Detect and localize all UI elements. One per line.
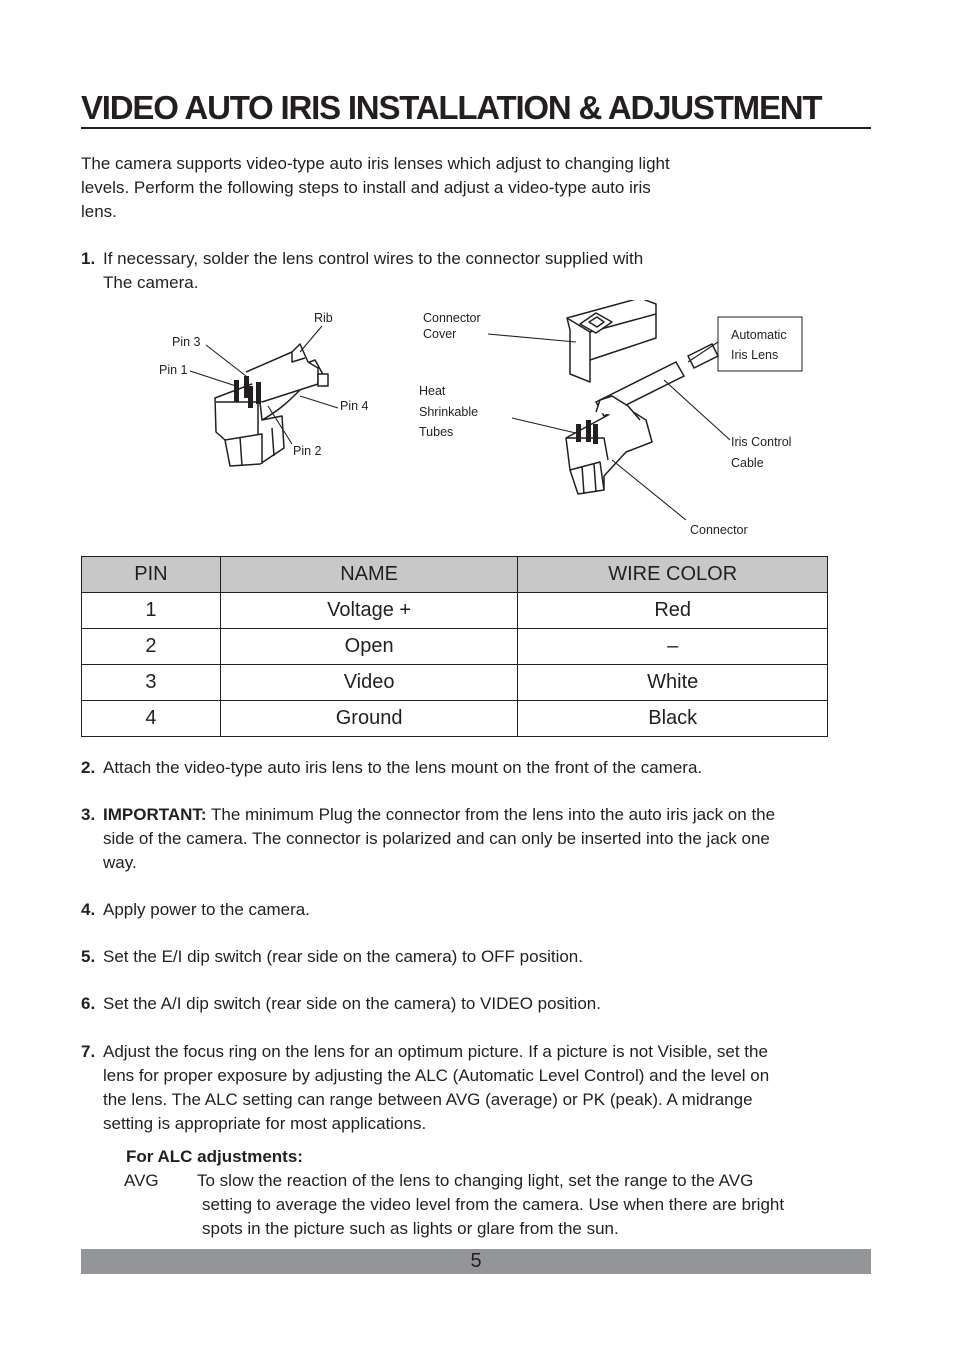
- label-pin-4: Pin 4: [340, 399, 369, 413]
- alc-key: AVG: [124, 1171, 159, 1190]
- step-6: [81, 992, 893, 1016]
- step-text: Apply power to the camera.: [103, 900, 310, 919]
- step-text: If necessary, solder the lens control wires to the connector supplied with: [103, 249, 644, 268]
- table-cell: Video: [220, 665, 518, 701]
- table-row: [82, 701, 828, 737]
- page-number: 5: [470, 1250, 482, 1272]
- label-automatic-iris-lens: Iris Lens: [731, 348, 779, 362]
- pin-table: [81, 556, 828, 737]
- step-number: 6.: [81, 994, 96, 1013]
- step-number: 2.: [81, 758, 96, 777]
- step-text: side of the camera. The connector is polarized and can only be inserted into the jack one: [103, 829, 770, 848]
- label-heat-shrinkable-tubes: Tubes: [419, 425, 454, 439]
- step-2: [81, 756, 893, 780]
- step-text: [103, 803, 893, 827]
- intro-paragraph: [81, 152, 670, 224]
- step-number: 7.: [81, 1042, 96, 1061]
- title-underline: [81, 127, 871, 129]
- automatic-iris-lens-box: [718, 317, 802, 371]
- step-number: 1.: [81, 249, 96, 268]
- important-label: IMPORTANT:: [103, 805, 207, 824]
- table-row: [82, 593, 828, 629]
- table-cell: Voltage +: [220, 593, 518, 629]
- alc-heading: For ALC adjustments:: [126, 1147, 303, 1166]
- alc-line: spots in the picture such as lights or glare from the sun.: [202, 1219, 619, 1238]
- column-header: PIN: [82, 557, 221, 593]
- intro-line: The camera supports video-type auto iris lenses which adjust to changing light: [81, 154, 670, 173]
- step-7: [81, 1040, 893, 1136]
- table-cell: 2: [82, 629, 221, 665]
- step-text: lens for proper exposure by adjusting the ALC (Automatic Level Control) and the level on: [103, 1066, 770, 1085]
- step-1: [81, 247, 893, 295]
- connector-cover-drawing: [567, 300, 656, 382]
- intro-line: levels. Perform the following steps to install and adjust a video-type auto iris: [81, 178, 651, 197]
- step-4: [81, 898, 893, 922]
- step-text: The camera.: [103, 273, 199, 292]
- label-connector: Connector: [690, 523, 748, 537]
- table-cell: White: [518, 665, 828, 701]
- step-text: way.: [103, 853, 137, 872]
- table-cell: Ground: [220, 701, 518, 737]
- intro-line: lens.: [81, 202, 117, 221]
- page-title: VIDEO AUTO IRIS INSTALLATION & ADJUSTMENT: [81, 89, 822, 126]
- label-iris-control-cable: Iris Control: [731, 435, 792, 449]
- alc-description: [197, 1169, 867, 1241]
- connector-diagram: [0, 300, 954, 545]
- alc-line: setting to average the video level from the camera. Use when there are bright: [202, 1195, 785, 1214]
- step-number: 3.: [81, 805, 96, 824]
- label-pin-1: Pin 1: [159, 363, 188, 377]
- label-pin-3: Pin 3: [172, 335, 201, 349]
- label-pin-2: Pin 2: [293, 444, 322, 458]
- step-text: setting is appropriate for most applications.: [103, 1114, 427, 1133]
- step-text: Set the E/I dip switch (rear side on the camera) to OFF position.: [103, 947, 583, 966]
- label-iris-control-cable: Cable: [731, 456, 764, 470]
- table-row: [82, 629, 828, 665]
- column-header: NAME: [220, 557, 518, 593]
- step-text: the lens. The ALC setting can range between AVG (average) or PK (peak). A midrange: [103, 1090, 753, 1109]
- label-rib: Rib: [314, 311, 333, 325]
- table-cell: Black: [518, 701, 828, 737]
- connector-drawing-right: [566, 396, 652, 494]
- table-cell: 4: [82, 701, 221, 737]
- table-row: [82, 665, 828, 701]
- column-header: WIRE COLOR: [518, 557, 828, 593]
- table-cell: 3: [82, 665, 221, 701]
- step-text: Set the A/I dip switch (rear side on the camera) to VIDEO position.: [103, 994, 601, 1013]
- step-text: Adjust the focus ring on the lens for an optimum picture. If a picture is not Visible, set the: [103, 1042, 768, 1061]
- table-cell: 1: [82, 593, 221, 629]
- table-header-row: [82, 557, 828, 593]
- label-heat-shrinkable-tubes: Heat: [419, 384, 446, 398]
- step-3: [81, 803, 893, 875]
- step-number: 5.: [81, 947, 96, 966]
- step-5: [81, 945, 893, 969]
- label-connector-cover: Cover: [423, 327, 457, 341]
- label-connector-cover: Connector: [423, 311, 481, 325]
- table-cell: Red: [518, 593, 828, 629]
- step-text: Attach the video-type auto iris lens to the lens mount on the front of the camera.: [103, 758, 703, 777]
- label-automatic-iris-lens: Automatic: [731, 328, 787, 342]
- step-text-rest: The minimum Plug the connector from the lens into the auto iris jack on the: [206, 805, 776, 824]
- page-footer: [81, 1249, 871, 1274]
- alc-line: To slow the reaction of the lens to changing light, set the range to the AVG: [197, 1171, 754, 1190]
- table-cell: Open: [220, 629, 518, 665]
- step-number: 4.: [81, 900, 96, 919]
- table-cell: –: [518, 629, 828, 665]
- label-heat-shrinkable-tubes: Shrinkable: [419, 405, 479, 419]
